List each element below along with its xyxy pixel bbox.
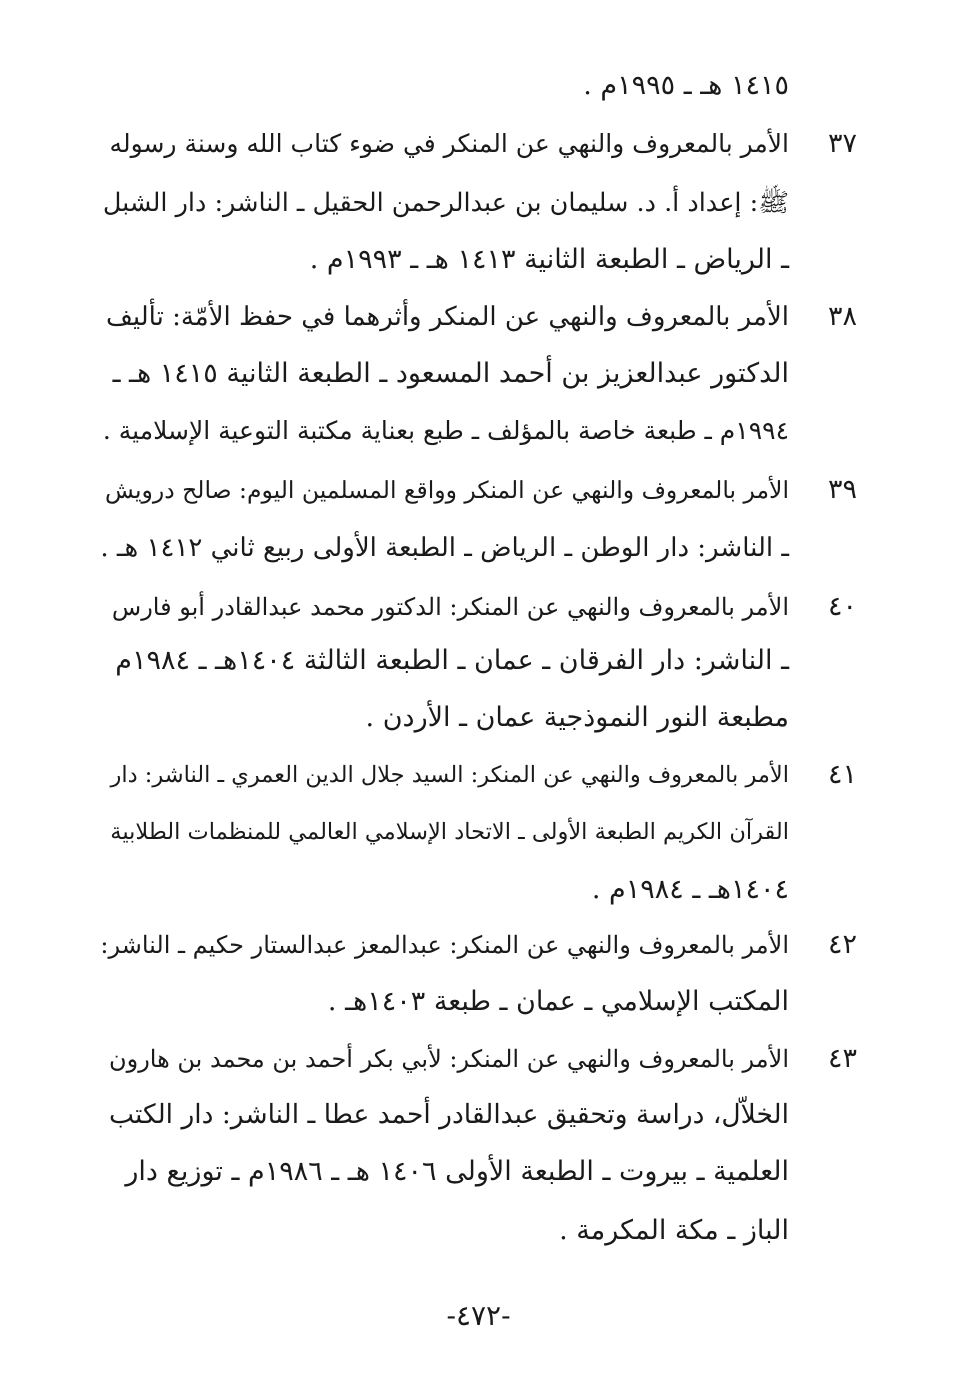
entry-line: مطبعة النور النموذجية عمان ـ الأردن . (365, 702, 789, 733)
entry-line: القرآن الكريم الطبعة الأولى ـ الاتحاد الإسلامي العالمي للمنظمات الطلابية (110, 819, 789, 845)
entry-line: الخلاّل، دراسة وتحقيق عبدالقادر أحمد عطا ـ الناشر: دار الكتب (108, 1099, 789, 1130)
entry-line: ﷺ: إعداد أ. د. سليمان بن عبدالرحمن الحقيل ـ الناشر: دار الشبل (102, 188, 789, 218)
entry-number: ٤٠ (827, 591, 857, 622)
entry-line: ١٤٠٤هـ ـ ١٩٨٤م . (591, 874, 789, 905)
entry-number: ٤١ (827, 759, 857, 790)
entry-number: ٣٩ (827, 474, 857, 505)
entry-line: الأمر بالمعروف والنهي عن المنكر: السيد جلال الدين العمري ـ الناشر: دار (110, 762, 789, 788)
entry-line: العلمية ـ بيروت ـ الطبعة الأولى ١٤٠٦ هـ ـ ١٩٨٦م ـ توزيع دار (125, 1156, 789, 1187)
entry-line: ـ الرياض ـ الطبعة الثانية ١٤١٣ هـ ـ ١٩٩٣م . (309, 244, 789, 275)
continuation-line: ١٤١٥ هـ ـ ١٩٩٥م . (583, 70, 789, 101)
entry-line: ١٩٩٤م ـ طبعة خاصة بالمؤلف ـ طبع بعناية مكتبة التوعية الإسلامية . (102, 416, 789, 445)
entry-line: المكتب الإسلامي ـ عمان ـ طبعة ١٤٠٣هـ . (327, 986, 789, 1017)
page-number: -٤٧٢- (446, 1299, 511, 1332)
entry-number: ٣٧ (827, 128, 857, 159)
entry-number: ٣٨ (827, 301, 857, 332)
entry-line: الأمر بالمعروف والنهي عن المنكر وأثرهما في حفظ الأمّة: تأليف (106, 302, 789, 332)
entry-line: الباز ـ مكة المكرمة . (559, 1215, 789, 1246)
entry-line: ـ الناشر: دار الوطن ـ الرياض ـ الطبعة الأولى ربيع ثاني ١٤١٢ هـ . (100, 533, 789, 563)
entry-line: الدكتور عبدالعزيز بن أحمد المسعود ـ الطبعة الثانية ١٤١٥ هـ ـ (112, 358, 789, 389)
entry-number: ٤٢ (827, 929, 857, 960)
entry-line: الأمر بالمعروف والنهي عن المنكر: الدكتور محمد عبدالقادر أبو فارس (111, 593, 789, 621)
entry-number: ٤٣ (827, 1043, 857, 1074)
entry-line: الأمر بالمعروف والنهي عن المنكر في ضوء كتاب الله وسنة رسوله (109, 129, 789, 158)
entry-line: الأمر بالمعروف والنهي عن المنكر: لأبي بكر أحمد بن محمد بن هارون (108, 1045, 789, 1073)
entry-line: ـ الناشر: دار الفرقان ـ عمان ـ الطبعة الثالثة ١٤٠٤هـ ـ ١٩٨٤م (115, 645, 789, 676)
entry-line: الأمر بالمعروف والنهي عن المنكر: عبدالمعز عبدالستار حكيم ـ الناشر: (100, 931, 789, 959)
entry-line: الأمر بالمعروف والنهي عن المنكر وواقع المسلمين اليوم: صالح درويش (105, 476, 789, 504)
